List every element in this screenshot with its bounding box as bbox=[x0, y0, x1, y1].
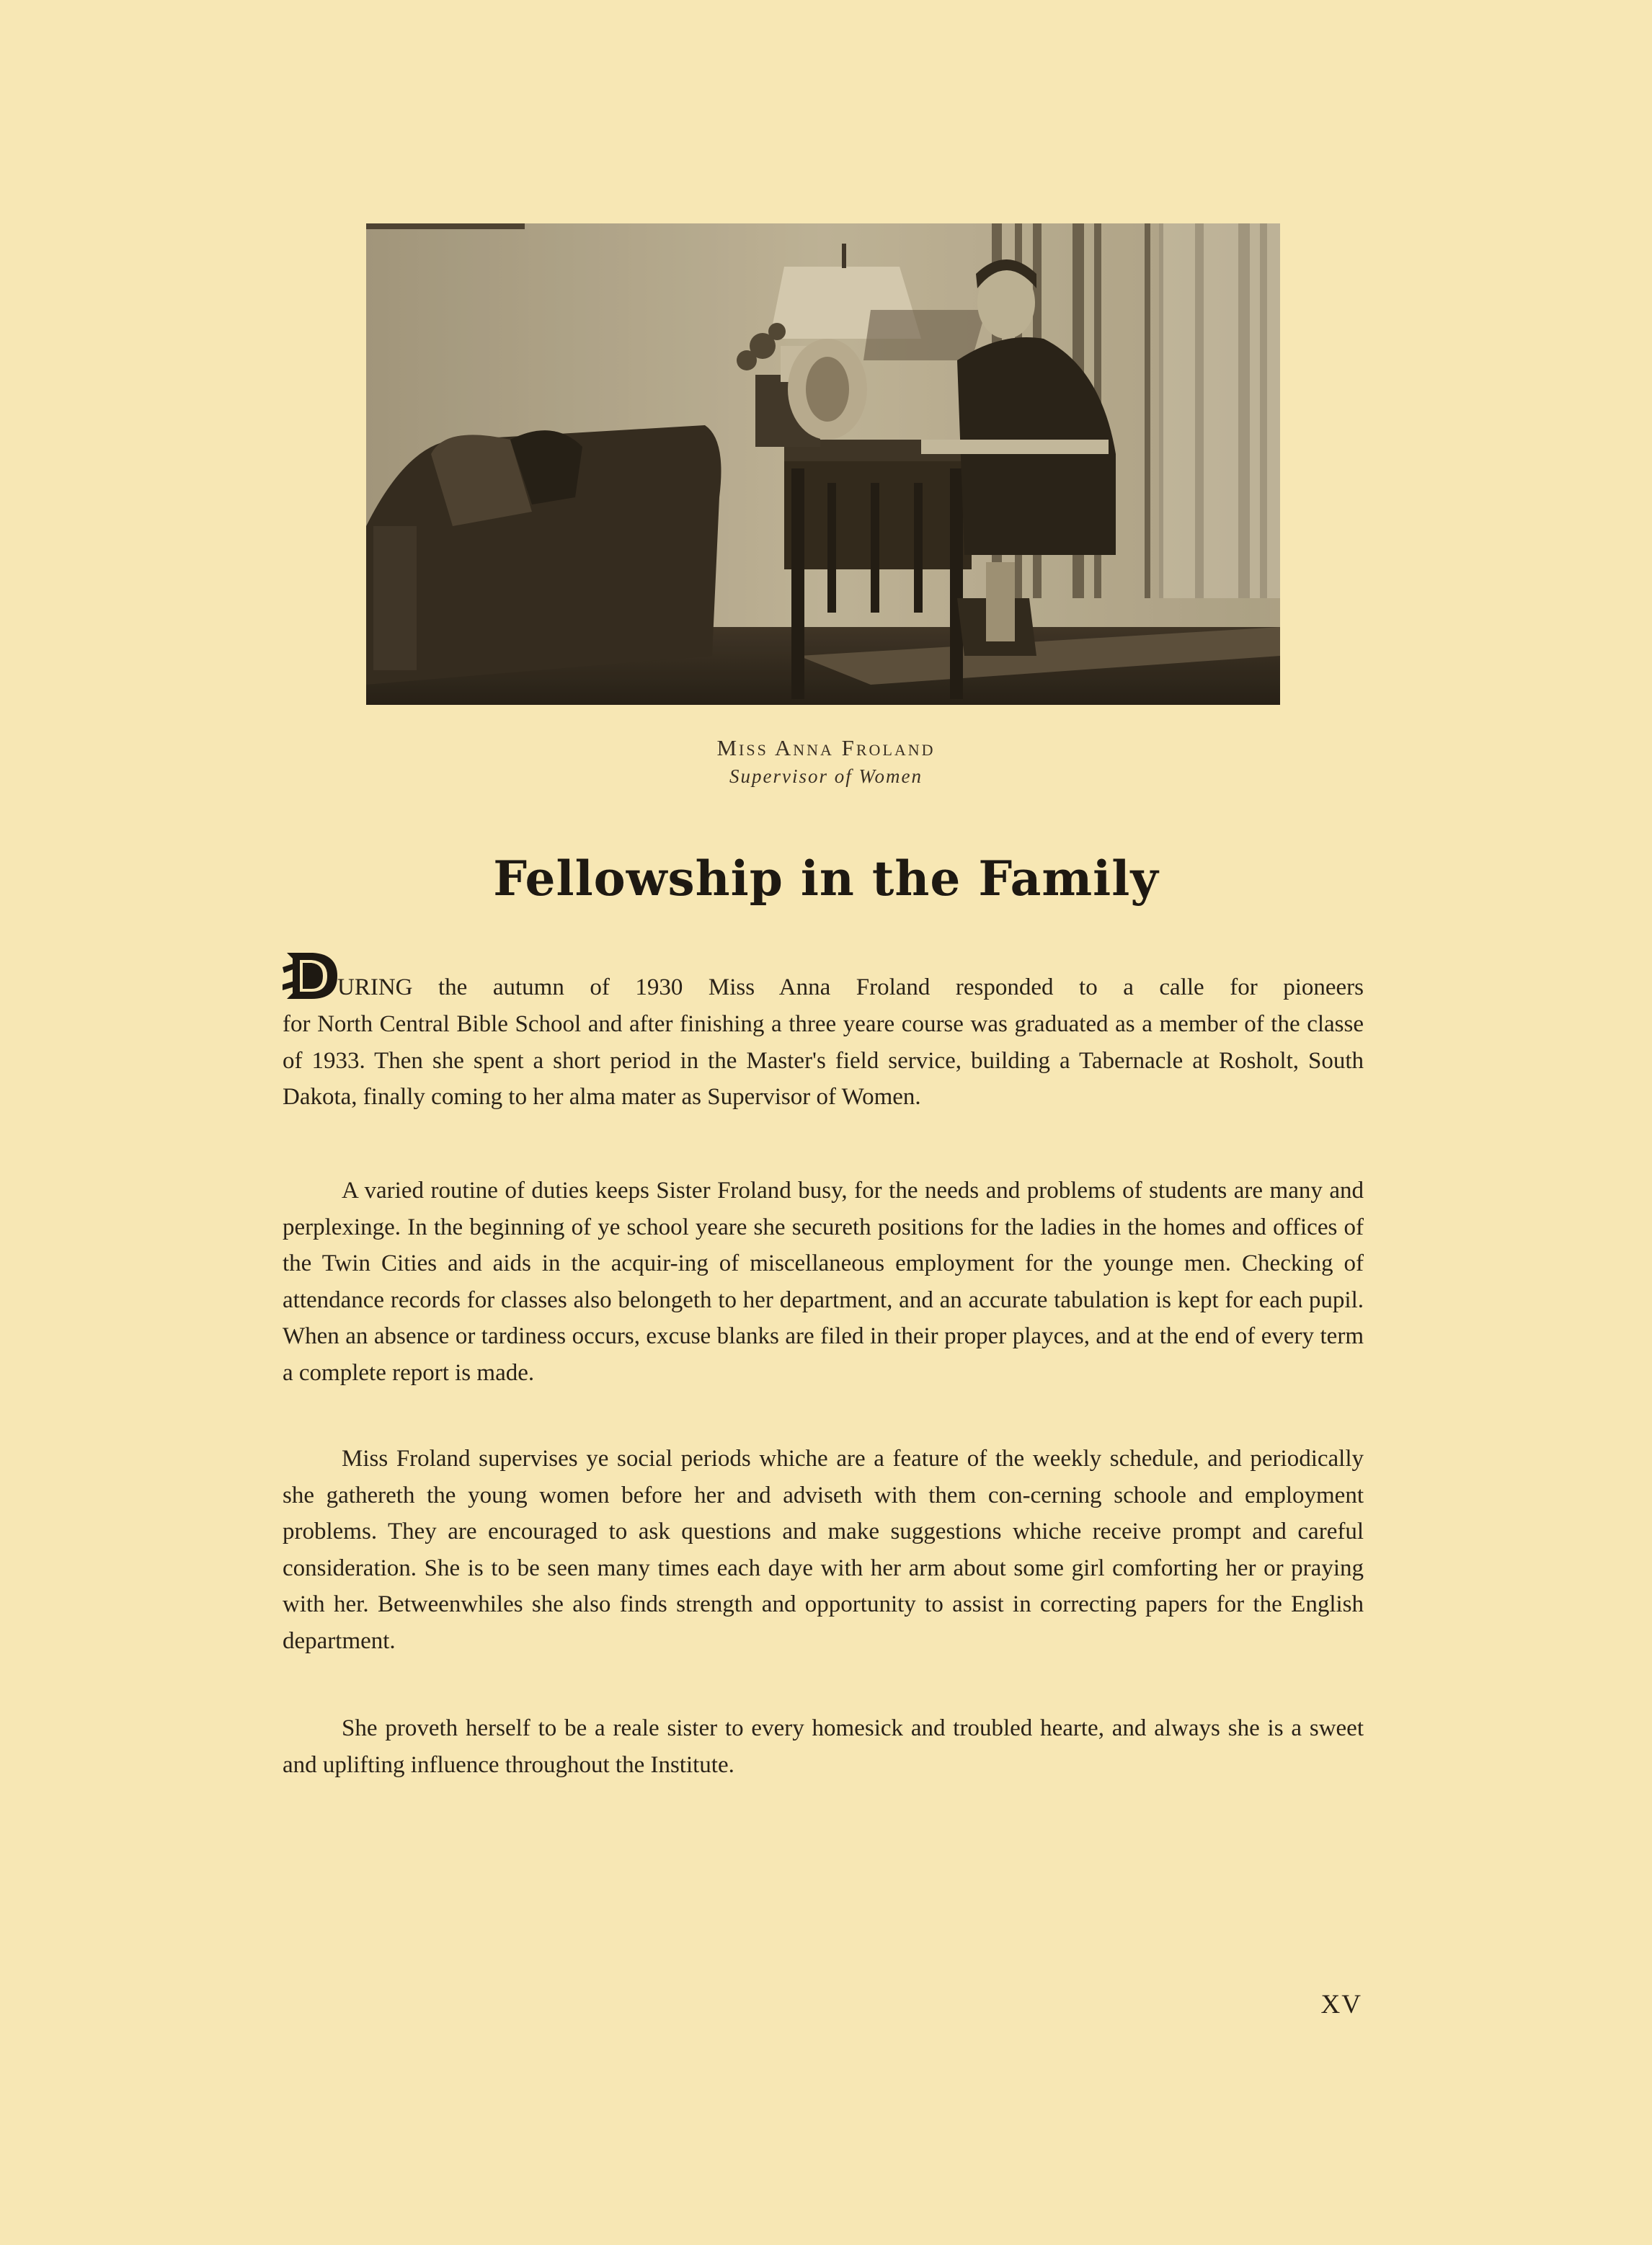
page-title: Fellowship in the Family bbox=[493, 850, 1159, 907]
paragraph-1-first-line: URING the autumn of 1930 Miss Anna Froland responded to a calle for pioneers bbox=[337, 974, 1364, 1000]
paragraph-3: Miss Froland supervises ye social periods whiche are a feature of the weekly schedule, and periodically she gathereth the young women before her and adviseth with them con-cerning schoole and employment problems. They are encouraged to ask questions and make suggestions whiche receive prompt and careful consideration. She is to be seen many times each daye with her arm about some girl comforting her or praying with her. Betweenwhiles she also finds strength and opportunity to assist in correcting papers for the English department. bbox=[283, 1446, 1364, 1654]
page-number: XV bbox=[1320, 1990, 1362, 2019]
portrait-photo bbox=[366, 223, 1280, 705]
paragraph-4: She proveth herself to be a reale sister to every homesick and troubled hearte, and always she is a sweet and uplifting influence throughout the Institute. bbox=[283, 1715, 1364, 1778]
caption-role: Supervisor of Women bbox=[729, 765, 923, 787]
dropcap-d-icon bbox=[283, 946, 340, 1002]
paragraph-2: A varied routine of duties keeps Sister Froland busy, for the needs and problems of students are many and perplexinge. In the beginning of ye school yeare she secureth positions for the ladies in the homes and offices of the Twin Cities and aids in the acquir-ing of miscellaneous employment for the younge men. Checking of attendance records for classes also belongeth to her department, and an accurate tabulation is kept for each pupil. When an absence or tardiness occurs, excuse blanks are filed in their proper playces, and at the end of every term a complete report is made. bbox=[283, 1178, 1364, 1386]
photo-illustration bbox=[366, 223, 1280, 705]
paragraph-1: for North Central Bible School and after finishing a three yeare course was graduated as a member of the classe of 1933. Then she spent a short period in the Master's field service, building a Tabernacle at Rosholt, South Dakota, finally coming to her alma mater as Supervisor of Women. bbox=[283, 1011, 1364, 1110]
caption-name: Miss Anna Froland bbox=[716, 735, 936, 760]
